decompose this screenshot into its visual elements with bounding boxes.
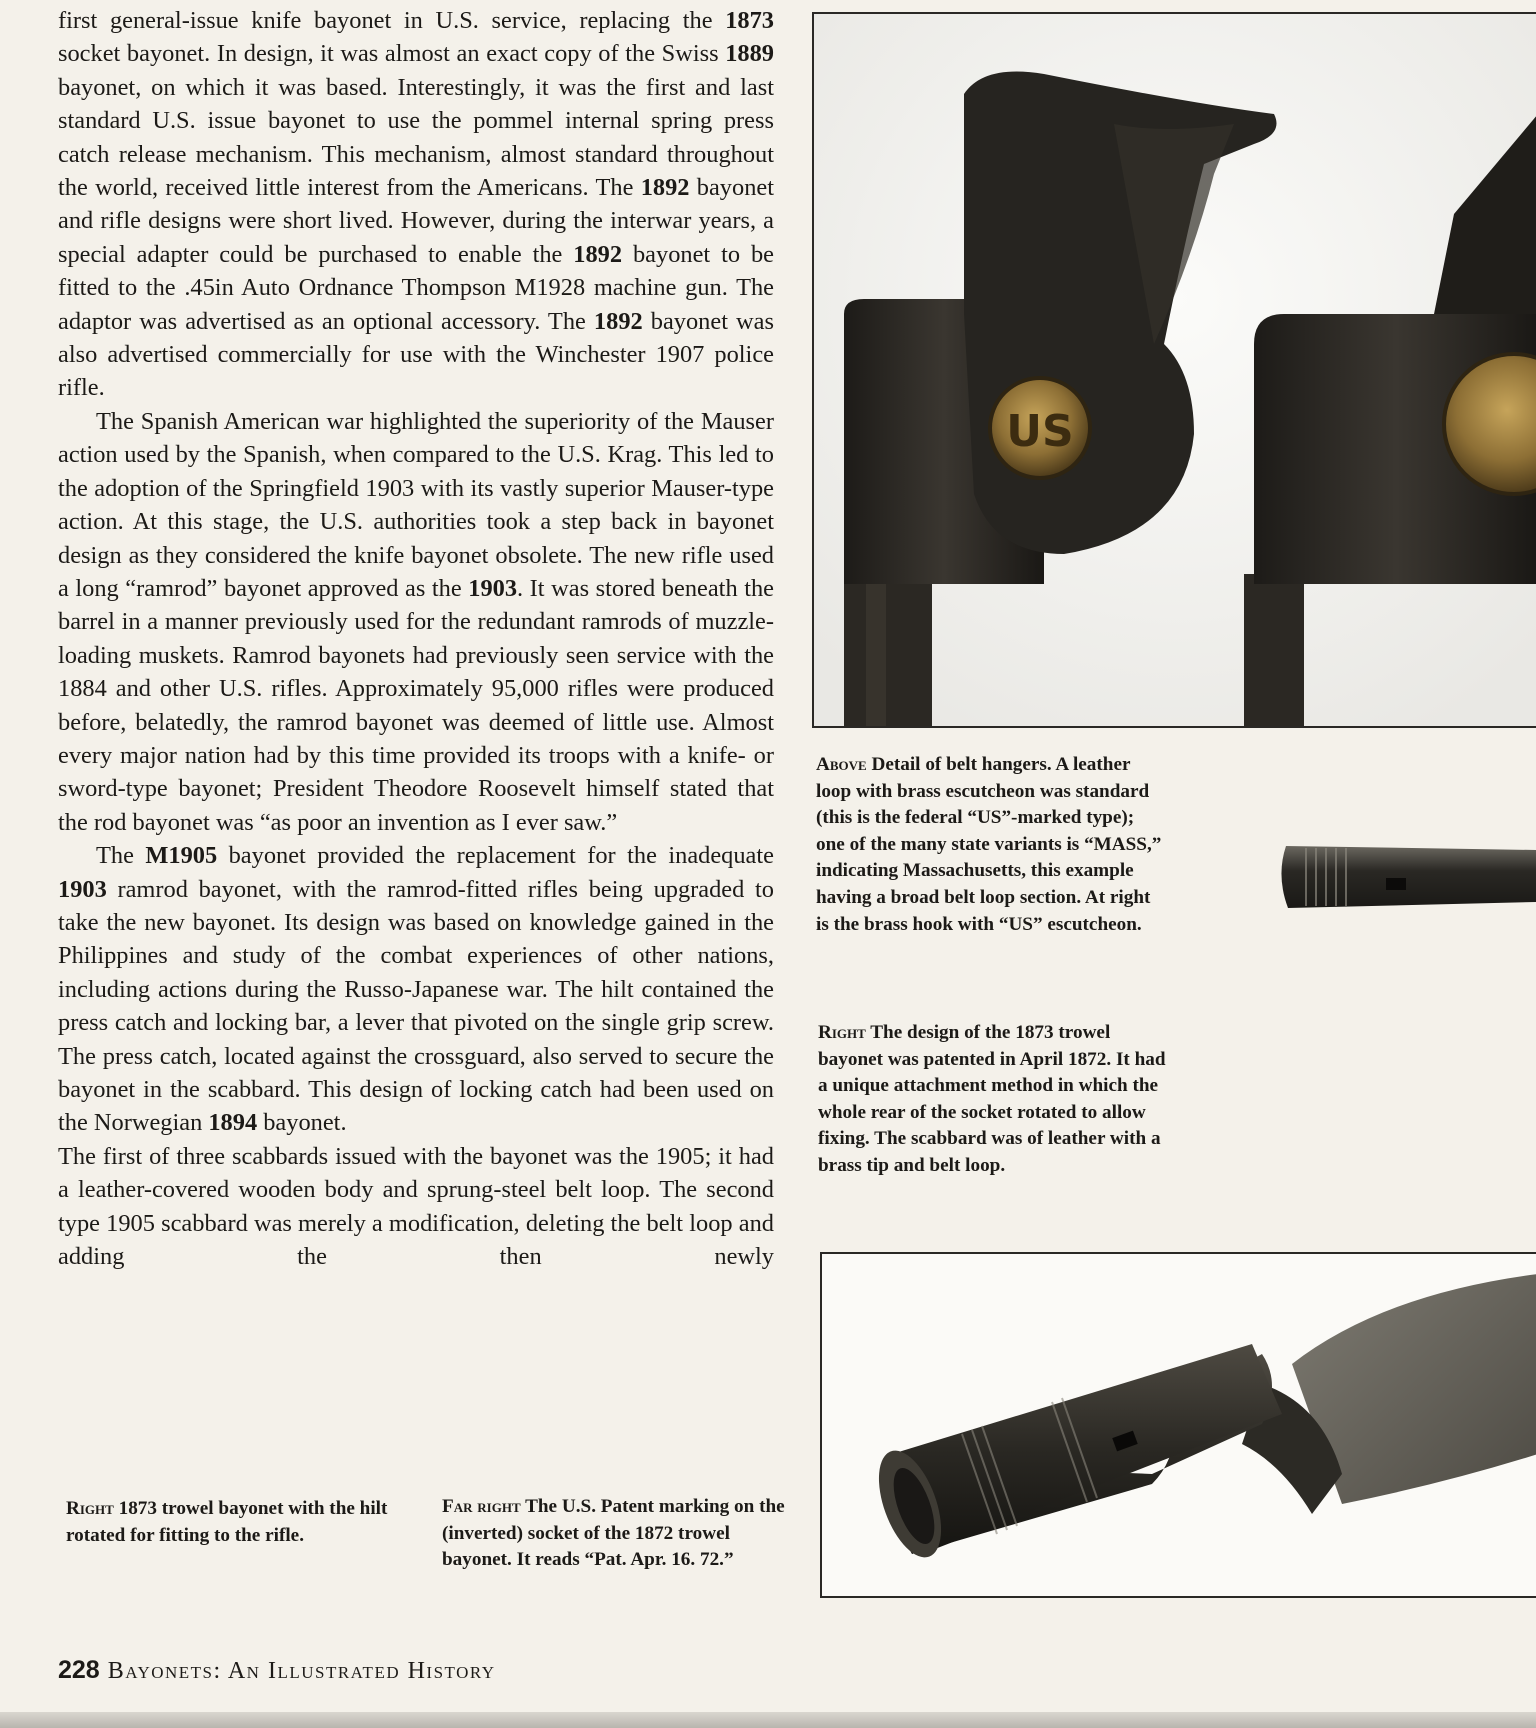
text-run: socket bayonet. In design, it was almost an exact copy of the Swiss [58,40,726,68]
text-run: The [96,842,146,870]
text-run: bayonet was also advertised commercially for use with the Winchester 1907 police rifle. [58,307,774,402]
page-footer [58,1656,496,1685]
bold-number: 1892 [573,240,623,268]
text-run: bayonet. [257,1109,347,1137]
text-run: first general-issue knife bayonet in U.S. service, replacing the [58,7,726,34]
caption-right [818,1020,1168,1180]
caption-bottom-middle [442,1494,787,1574]
caption-text: The design of the 1873 trowel bayonet was patented in April 1872. It had a unique attachment method in which the whole rear of the socket rotated to allow fixing. The scabbard was of leather with a brass tip and belt loop. [818,1022,1166,1176]
bold-number: 1903 [58,875,107,903]
scan-edge [0,1712,1536,1728]
paragraph-1 [58,4,774,405]
bold-number: M1905 [145,842,218,870]
photo-belt-hangers [812,12,1536,728]
us-badge-text: US [1006,406,1074,457]
bold-number: 1889 [725,40,774,68]
bold-number: 1873 [725,7,774,34]
caption-bottom-left [66,1496,406,1549]
text-run: . It was stored beneath the barrel in a manner previously used for the redundant ramrods of muzzle-loading muskets. Ramrod bayonets had previously seen service with the 1884 and other U.S. rifles. Approximately 95,000 rifles were produced before, belatedly, the ramrod bayonet was deemed of little use. Almost every major nation had by this time provided its troops with a knife- or sword-type bayonet; President Theodore Roosevelt himself stated that the rod bayonet was “as poor an invention as I ever saw.” [58,574,774,836]
text-run: bayonet to be fitted to the .45in Auto Ordnance Thompson M1928 machine gun. The adaptor was advertised as an optional accessory. The [58,240,774,335]
caption-text: Detail of belt hangers. A leather loop with brass escutcheon was standard (this is the federal “US”-marked type); one of the many state variants is “MASS,” indicating Massachusetts, this example having a broad belt loop section. At right is the brass hook with “US” escutcheon. [816,754,1162,935]
text-run: ramrod bayonet, with the ramrod-fitted rifles being upgraded to take the new bayonet. Its design was based on knowledge gained in the Philippines and study of the combat experiences of other nations, including actions during the Russo-Japanese war. The hilt contained the press catch and locking bar, a lever that pivoted on the single grip screw. The press catch, located against the crossguard, also served to secure the bayonet in the scabbard. This design of locking catch had been used on the Norwegian [58,875,774,1137]
caption-text: The U.S. Patent marking on the (inverted) socket of the 1872 trowel bayonet. It reads “Pat. Apr. 16. 72.” [442,1496,785,1571]
text-run: bayonet provided the replacement for the inadequate [217,842,774,870]
bold-number: 1892 [593,307,643,335]
caption-above [816,752,1166,938]
text-run: The Spanish American war highlighted the superiority of the Mauser action used by the Spanish, when compared to the U.S. Krag. This led to the adoption of the Springfield 1903 with its vastly superior Mauser-type action. At this stage, the U.S. authorities took a step back in bayonet design as they considered the knife bayonet obsolete. The new rifle used a long “ramrod” bayonet approved as the [58,407,774,602]
photo-trowel-bayonet-hilt [820,1252,1536,1598]
bold-number: 1903 [468,574,518,602]
caption-text: 1873 trowel bayonet with the hilt rotated for fitting to the rifle. [66,1498,388,1546]
photo-trowel-socket-end [1276,826,1536,928]
caption-lead: Far right [442,1496,521,1517]
text-run: The first of three scabbards issued with the bayonet was the 1905; it had a leather-covered wooden body and sprung-steel belt loop. The second type 1905 scabbard was merely a modification, deleting the belt loop and adding the then newly [58,1142,774,1271]
paragraph-4 [58,1140,774,1274]
book-title: Bayonets: An Illustrated History [107,1658,496,1684]
paragraph-2 [58,405,774,839]
page-number: 228 [58,1656,100,1684]
paragraph-3 [58,839,774,1140]
text-run: bayonet, on which it was based. Interestingly, it was the first and last standard U.S. issue bayonet to use the pommel internal spring press catch release mechanism. This mechanism, almost standard throughout the world, received little interest from the Americans. The [58,73,774,202]
bold-number: 1892 [640,174,690,202]
caption-lead: Right [818,1022,866,1043]
text-run: bayonet and rifle designs were short lived. However, during the interwar years, a special adapter could be purchased to enable the [58,174,774,268]
body-text [58,4,774,1273]
caption-lead: Right [66,1498,114,1519]
caption-lead: Above [816,754,867,775]
bold-number: 1894 [208,1109,258,1137]
